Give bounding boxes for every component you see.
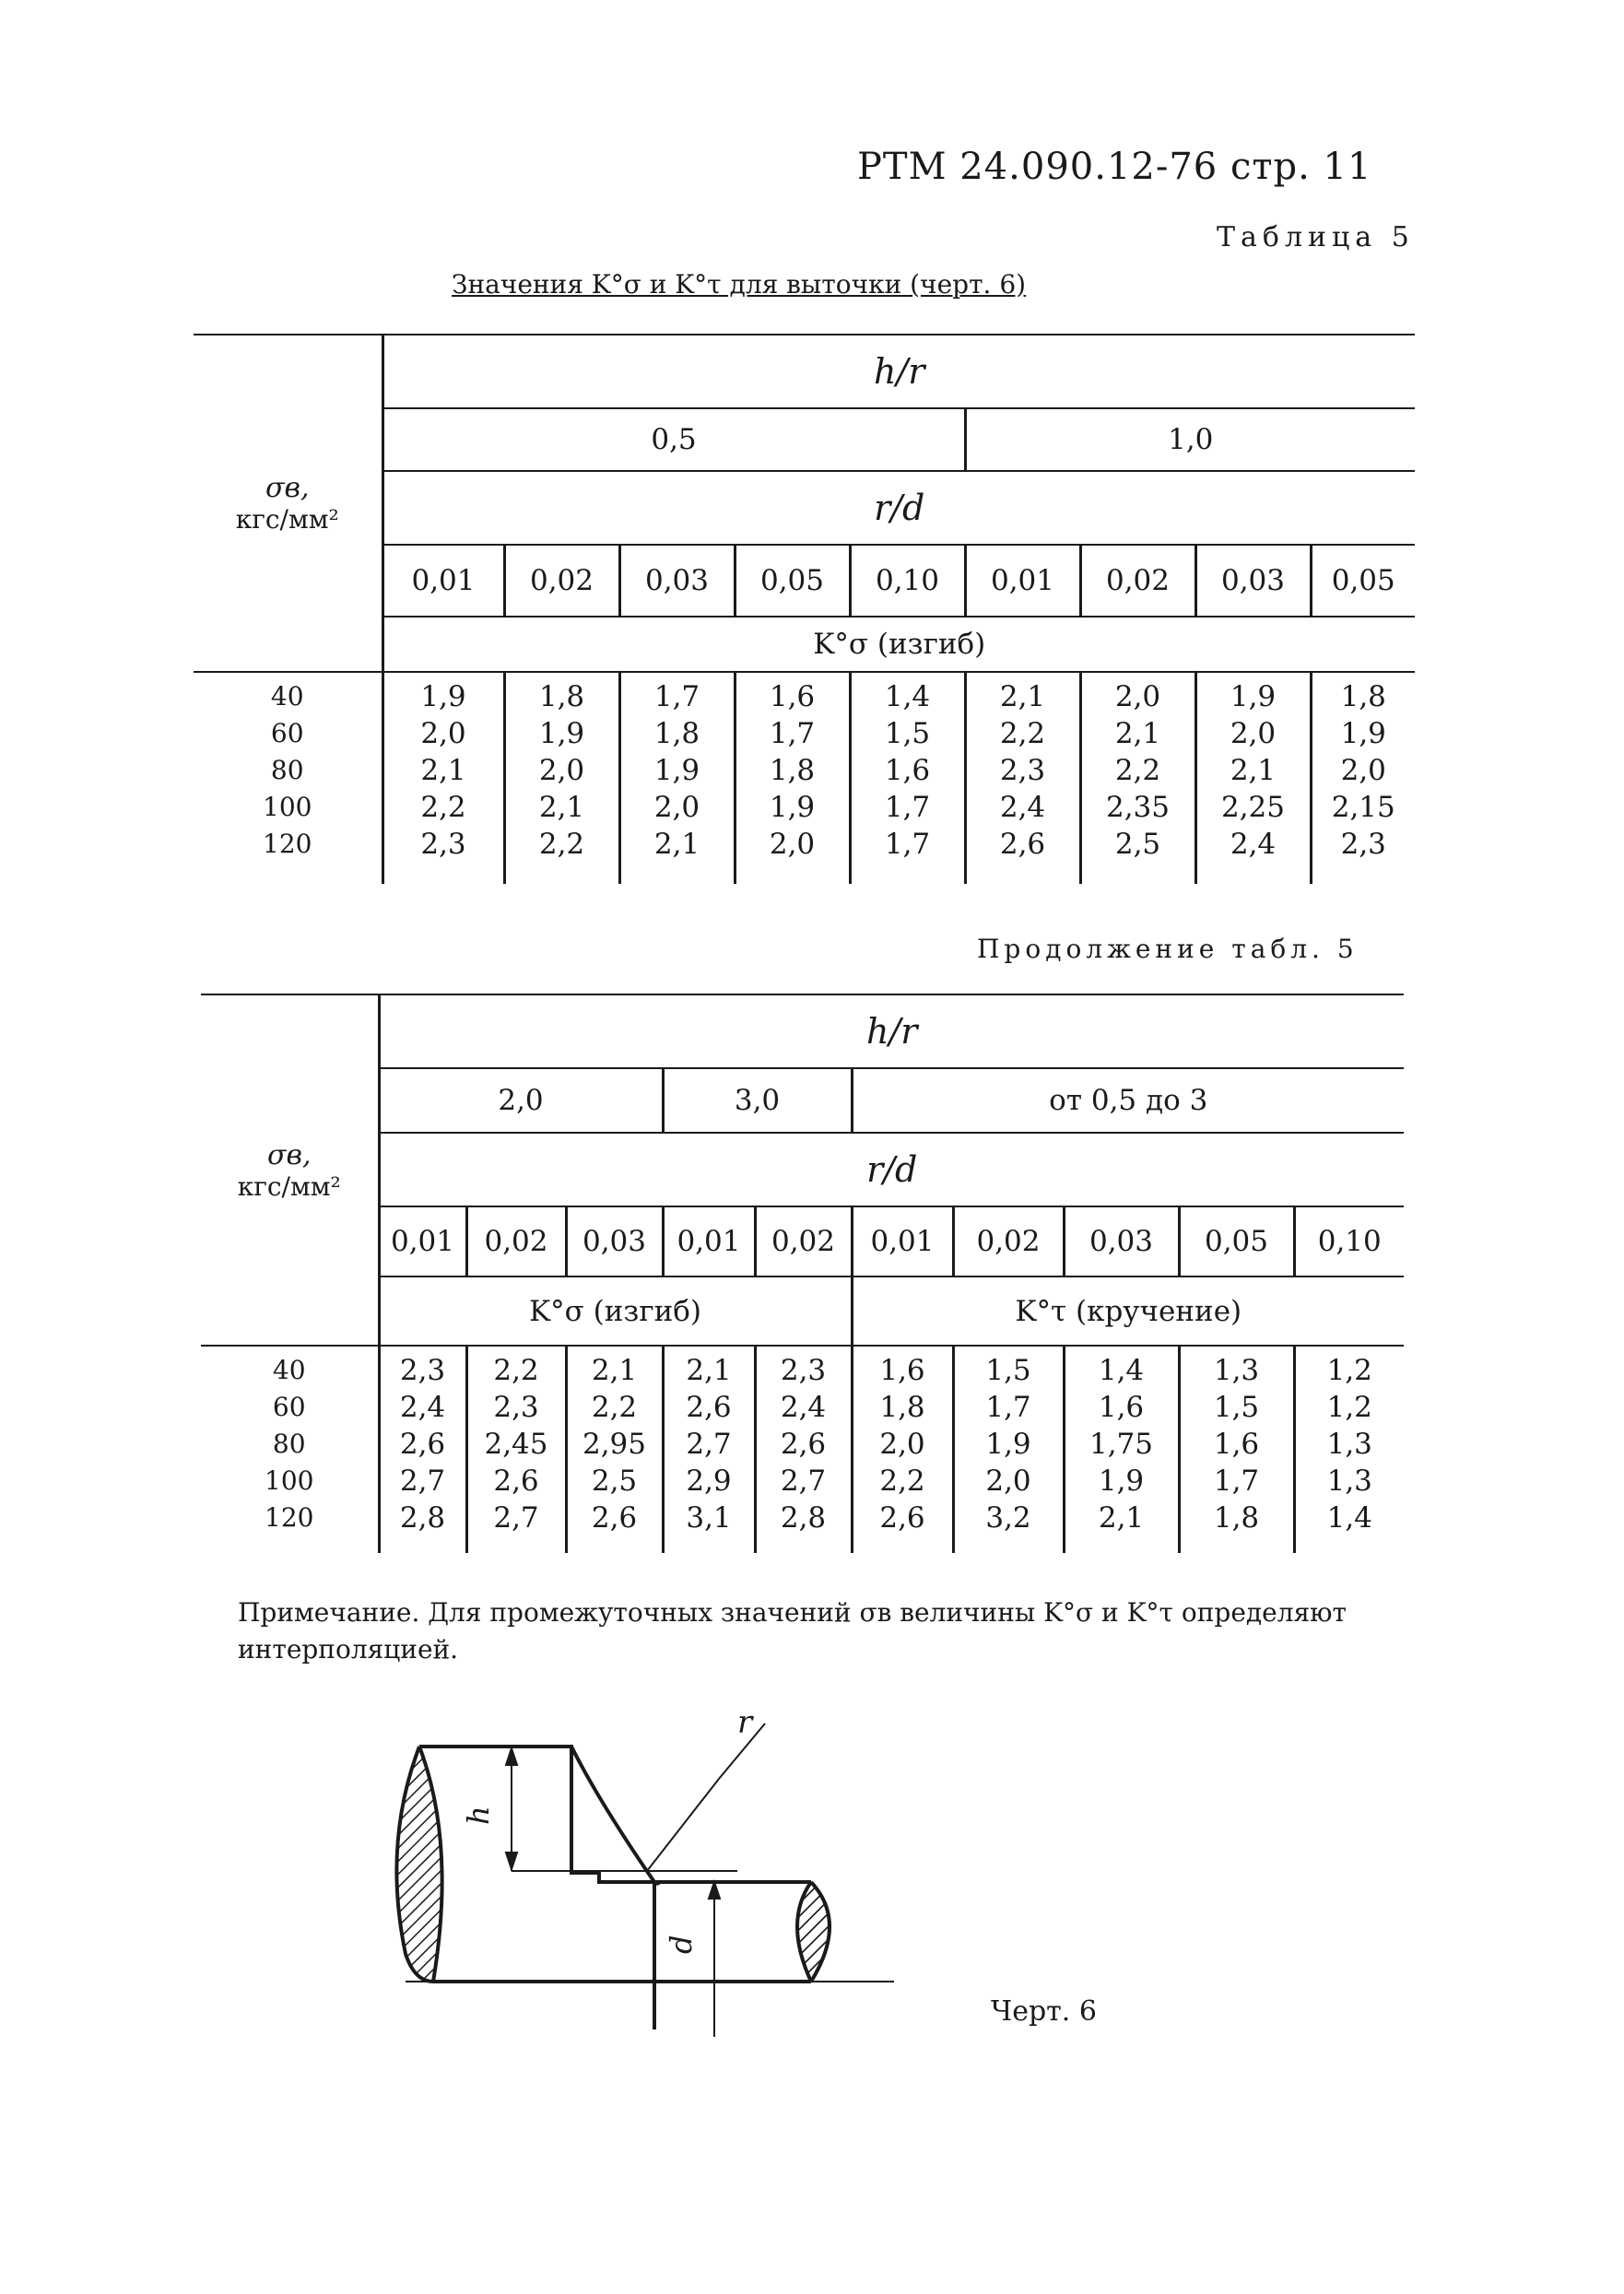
value-column — [619, 672, 735, 884]
table-cell: 2,6 — [879, 1501, 925, 1535]
table-cell: 2,25 — [1220, 791, 1286, 824]
table-cell: 1,8 — [1340, 680, 1386, 713]
table-cell: 2,7 — [399, 1465, 446, 1498]
table-cell: 1,9 — [769, 791, 816, 824]
table-cell: 1,6 — [884, 754, 931, 787]
value-column — [735, 672, 850, 884]
table-cell: 2,45 — [484, 1428, 548, 1461]
rd-value: 0,01 — [852, 1206, 953, 1276]
rd-value: 0,03 — [566, 1206, 663, 1276]
table-cell: 2,1 — [653, 828, 700, 861]
table-cell: 1,4 — [1098, 1354, 1145, 1387]
table-cell: 2,0 — [538, 754, 585, 787]
rd-value: 0,05 — [1179, 1206, 1294, 1276]
sigma-value: 60 — [270, 718, 304, 748]
table-cell: 1,7 — [884, 791, 931, 824]
table-cell: 1,4 — [1326, 1501, 1372, 1535]
document-code: РТМ 24.090.12-76 стр. 11 — [857, 146, 1372, 188]
value-column — [850, 672, 965, 884]
table-cell: 2,6 — [686, 1391, 732, 1424]
table-cell: 2,1 — [1114, 717, 1161, 750]
table-cell: 2,8 — [780, 1501, 827, 1535]
table-cell: 1,9 — [1230, 680, 1277, 713]
sigma-value: 60 — [272, 1392, 306, 1422]
value-column — [1080, 672, 1195, 884]
table-cell: 2,1 — [1098, 1501, 1145, 1535]
table-cell: 2,9 — [686, 1465, 732, 1498]
note: Примечание. Для промежуточных значений σв величины K°σ и K°τ определяют интерполяцией. — [238, 1597, 1347, 1665]
hr-value: 1,0 — [965, 408, 1415, 471]
sigma-value: 40 — [270, 681, 304, 712]
table-cell: 2,0 — [1114, 680, 1161, 713]
table-cell: 2,2 — [493, 1354, 539, 1387]
stress-unit: кгс/мм² — [235, 504, 339, 535]
value-column — [1064, 1346, 1179, 1553]
table-cell: 2,5 — [1114, 828, 1161, 861]
table-cell: 3,1 — [686, 1501, 732, 1535]
table-cell: 2,7 — [686, 1428, 732, 1461]
hr-header: h/r — [379, 994, 1404, 1068]
table-cell: 1,2 — [1326, 1391, 1372, 1424]
table1-stub-header — [194, 335, 382, 672]
table-cell: 1,3 — [1326, 1465, 1372, 1498]
value-column — [1179, 1346, 1294, 1553]
value-column — [566, 1346, 663, 1553]
value-column — [382, 672, 504, 884]
table-cell: 1,8 — [1213, 1501, 1260, 1535]
table-cell: 2,0 — [879, 1428, 925, 1461]
table-cell: 1,9 — [985, 1428, 1031, 1461]
k-sigma-header: K°σ (изгиб) — [379, 1276, 852, 1346]
table-cell: 2,4 — [399, 1391, 446, 1424]
stress-unit: кгс/мм² — [237, 1171, 341, 1202]
rd-value: 0,02 — [1080, 545, 1195, 617]
table-cell: 2,2 — [420, 791, 466, 824]
sigma-symbol: σв, — [267, 1138, 312, 1171]
table-cell: 2,7 — [493, 1501, 539, 1535]
groove-drawing — [350, 1687, 922, 2037]
table-cell: 1,8 — [538, 680, 585, 713]
rd-value: 0,01 — [965, 545, 1080, 617]
table-cell: 2,6 — [493, 1465, 539, 1498]
k-sigma-header: K°σ (изгиб) — [382, 617, 1415, 672]
rd-value: 0,01 — [379, 1206, 466, 1276]
table-cell: 1,6 — [769, 680, 816, 713]
table-cell: 1,8 — [769, 754, 816, 787]
table-cell: 1,3 — [1326, 1428, 1372, 1461]
table2-stub-header — [201, 994, 379, 1346]
table-cell: 2,3 — [780, 1354, 827, 1387]
table-cell: 2,15 — [1331, 791, 1395, 824]
table-title: Значения K°σ и K°τ для выточки (черт. 6) — [452, 269, 1027, 300]
table-cell: 2,6 — [999, 828, 1046, 861]
sigma-value: 40 — [272, 1355, 306, 1385]
table-cell: 1,8 — [879, 1391, 925, 1424]
radius-label: r — [737, 1704, 753, 1741]
table-cell: 1,9 — [420, 680, 466, 713]
table-cell: 1,7 — [985, 1391, 1031, 1424]
hr-value: 3,0 — [663, 1068, 852, 1133]
table-cell: 1,7 — [769, 717, 816, 750]
table-cell: 3,2 — [985, 1501, 1031, 1535]
table-cell: 1,7 — [653, 680, 700, 713]
table-cell: 2,0 — [1340, 754, 1386, 787]
hr-value: от 0,5 до 3 — [852, 1068, 1404, 1133]
table-cell: 2,5 — [591, 1465, 638, 1498]
table-cell: 2,3 — [420, 828, 466, 861]
table-cell: 1,9 — [1340, 717, 1386, 750]
table-cell: 1,3 — [1213, 1354, 1260, 1387]
table-cell: 2,0 — [653, 791, 700, 824]
table-cell: 1,9 — [538, 717, 585, 750]
k-tau-header: K°τ (кручение) — [852, 1276, 1404, 1346]
table-cell: 2,3 — [399, 1354, 446, 1387]
sigma-value: 80 — [270, 755, 304, 785]
rd-value: 0,10 — [1294, 1206, 1404, 1276]
table-cell: 2,4 — [780, 1391, 827, 1424]
table-cell: 2,6 — [399, 1428, 446, 1461]
table-cell: 2,8 — [399, 1501, 446, 1535]
rd-header: r/d — [379, 1133, 1404, 1206]
table-cell: 2,2 — [879, 1465, 925, 1498]
rd-value: 0,02 — [504, 545, 619, 617]
value-column — [965, 672, 1080, 884]
table-cell: 2,2 — [999, 717, 1046, 750]
sigma-value: 100 — [265, 1465, 314, 1496]
table-cell: 2,0 — [769, 828, 816, 861]
rd-header: r/d — [382, 471, 1415, 545]
value-column — [504, 672, 619, 884]
value-column — [1294, 1346, 1404, 1553]
rd-value: 0,01 — [382, 545, 504, 617]
table-cell: 2,3 — [999, 754, 1046, 787]
table-cell: 2,7 — [780, 1465, 827, 1498]
table-cell: 1,6 — [879, 1354, 925, 1387]
value-column — [1195, 672, 1311, 884]
table-cell: 2,1 — [591, 1354, 638, 1387]
rd-value: 0,03 — [619, 545, 735, 617]
rd-value: 0,03 — [1064, 1206, 1179, 1276]
figure-caption: Черт. 6 — [991, 1995, 1097, 2028]
height-label: h — [461, 1806, 496, 1825]
rd-value: 0,01 — [663, 1206, 755, 1276]
sigma-value: 100 — [263, 792, 312, 822]
diameter-label: d — [664, 1935, 699, 1954]
rd-value: 0,03 — [1195, 545, 1311, 617]
table-cell: 1,6 — [1098, 1391, 1145, 1424]
table-cell: 1,5 — [884, 717, 931, 750]
table-cell: 2,1 — [538, 791, 585, 824]
table-cell: 2,1 — [686, 1354, 732, 1387]
table-cell: 2,3 — [493, 1391, 539, 1424]
value-column — [1311, 672, 1415, 884]
table-cell: 2,4 — [999, 791, 1046, 824]
table-cell: 2,2 — [538, 828, 585, 861]
table-cell: 1,5 — [985, 1354, 1031, 1387]
table-cell: 1,6 — [1213, 1428, 1260, 1461]
table-cell: 2,6 — [780, 1428, 827, 1461]
rd-value: 0,05 — [735, 545, 850, 617]
table-5 — [194, 334, 1415, 884]
sigma-value: 120 — [265, 1502, 314, 1533]
table-cell: 1,4 — [884, 680, 931, 713]
value-column — [379, 1346, 466, 1553]
table-cell: 1,7 — [1213, 1465, 1260, 1498]
hr-value: 2,0 — [379, 1068, 663, 1133]
sigma-value: 120 — [263, 829, 312, 859]
table-cell: 2,2 — [1114, 754, 1161, 787]
table-cell: 2,6 — [591, 1501, 638, 1535]
rd-value: 0,02 — [466, 1206, 566, 1276]
table-cell: 2,0 — [1230, 717, 1277, 750]
table-cell: 1,75 — [1089, 1428, 1154, 1461]
table-cell: 2,35 — [1105, 791, 1171, 824]
rd-value: 0,02 — [755, 1206, 852, 1276]
table-cell: 2,1 — [999, 680, 1046, 713]
value-column — [466, 1346, 566, 1553]
table-cell: 1,5 — [1213, 1391, 1260, 1424]
rd-value: 0,02 — [953, 1206, 1064, 1276]
table-cell: 1,2 — [1326, 1354, 1372, 1387]
table-cell: 2,0 — [420, 717, 466, 750]
table-cell: 2,3 — [1340, 828, 1386, 861]
table-cell: 1,9 — [1098, 1465, 1145, 1498]
hr-header: h/r — [382, 335, 1415, 408]
table-cell: 2,0 — [985, 1465, 1031, 1498]
continuation-label: Продолжение табл. 5 — [977, 934, 1359, 964]
table-cell: 2,95 — [582, 1428, 647, 1461]
section-hatching — [396, 1747, 830, 1982]
rd-value: 0,10 — [850, 545, 965, 617]
hr-value: 0,5 — [382, 408, 965, 471]
sigma-column — [194, 672, 382, 884]
sigma-symbol: σв, — [265, 472, 310, 504]
value-column — [852, 1346, 953, 1553]
value-column — [953, 1346, 1064, 1553]
table-cell: 1,9 — [653, 754, 700, 787]
table-cell: 2,2 — [591, 1391, 638, 1424]
sigma-value: 80 — [272, 1429, 306, 1459]
value-column — [663, 1346, 755, 1553]
sigma-column — [201, 1346, 379, 1553]
table-cell: 1,7 — [884, 828, 931, 861]
table-5-continuation — [201, 994, 1404, 1553]
table-cell: 2,1 — [1230, 754, 1277, 787]
value-column — [755, 1346, 852, 1553]
table-cell: 1,8 — [653, 717, 700, 750]
table-number: Таблица 5 — [1217, 221, 1415, 253]
shaft-outline — [396, 1747, 894, 2029]
table-cell: 2,4 — [1230, 828, 1277, 861]
rd-value: 0,05 — [1311, 545, 1415, 617]
table-cell: 2,1 — [420, 754, 466, 787]
